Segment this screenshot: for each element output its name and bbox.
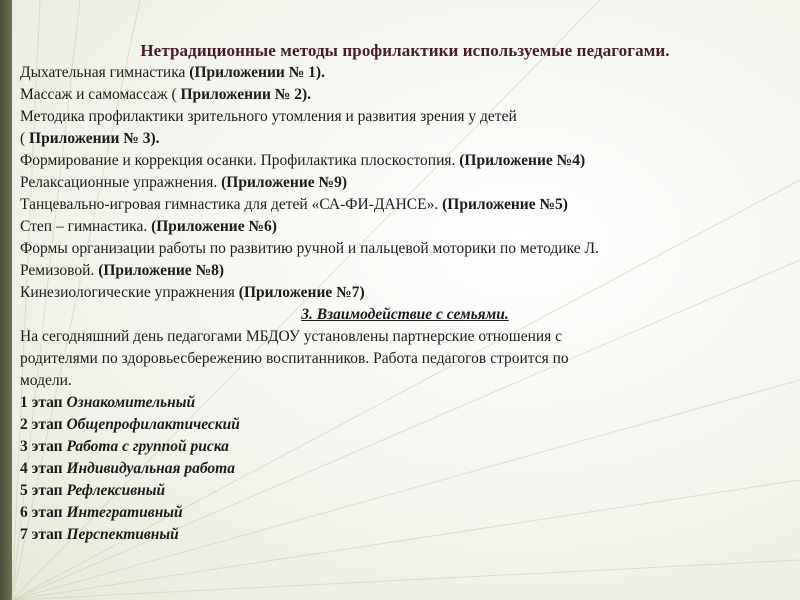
stage-item: 4 этап Индивидуальная работа [20,460,235,477]
slide-title: Нетрадиционные методы профилактики используемые педагогами. [140,41,670,60]
method-line: Релаксационные упражнения. (Приложение №9) [20,174,347,191]
stage-item: 3 этап Работа с группой риска [20,438,229,455]
method-line: Дыхательная гимнастика (Приложении № 1). [20,64,325,81]
method-line: Формирование и коррекция осанки. Профилактика плоскостопия. (Приложение №4) [20,152,586,169]
stages-list [20,392,790,546]
stage-item: 2 этап Общепрофилактический [20,416,240,433]
stage-item: 6 этап Интегративный [20,504,183,521]
method-line: Степ – гимнастика. (Приложение №6) [20,218,277,235]
method-line: Методика профилактики зрительного утомления и развития зрения у детей [20,108,517,125]
method-line: Танцевально-игровая гимнастика для детей «СА-ФИ-ДАНСЕ». (Приложение №5) [20,196,568,213]
left-accent-bar [0,0,12,600]
slide-content [20,40,790,546]
paragraph-line: модели. [20,372,72,389]
method-line: Формы организации работы по развитию ручной и пальцевой моторики по методике Л. [20,240,599,257]
paragraph-line: родителями по здоровьесбережению воспитанников. Работа педагогов строится по [20,350,569,367]
method-line: Ремизовой. (Приложение №8) [20,262,225,279]
method-line: Кинезиологические упражнения (Приложение №7) [20,284,365,301]
stage-item: 5 этап Рефлексивный [20,482,166,499]
paragraph-line: На сегодняшний день педагогами МБДОУ установлены партнерские отношения с [20,328,563,345]
method-line: ( Приложении № 3). [20,130,160,147]
stage-item: 1 этап Ознакомительный [20,394,196,411]
methods-list [20,62,790,304]
method-line: Массаж и самомассаж ( Приложении № 2). [20,86,311,103]
family-paragraph [20,326,790,392]
stage-item: 7 этап Перспективный [20,526,179,543]
section-heading: 3. Взаимодействие с семьями. [301,306,509,323]
